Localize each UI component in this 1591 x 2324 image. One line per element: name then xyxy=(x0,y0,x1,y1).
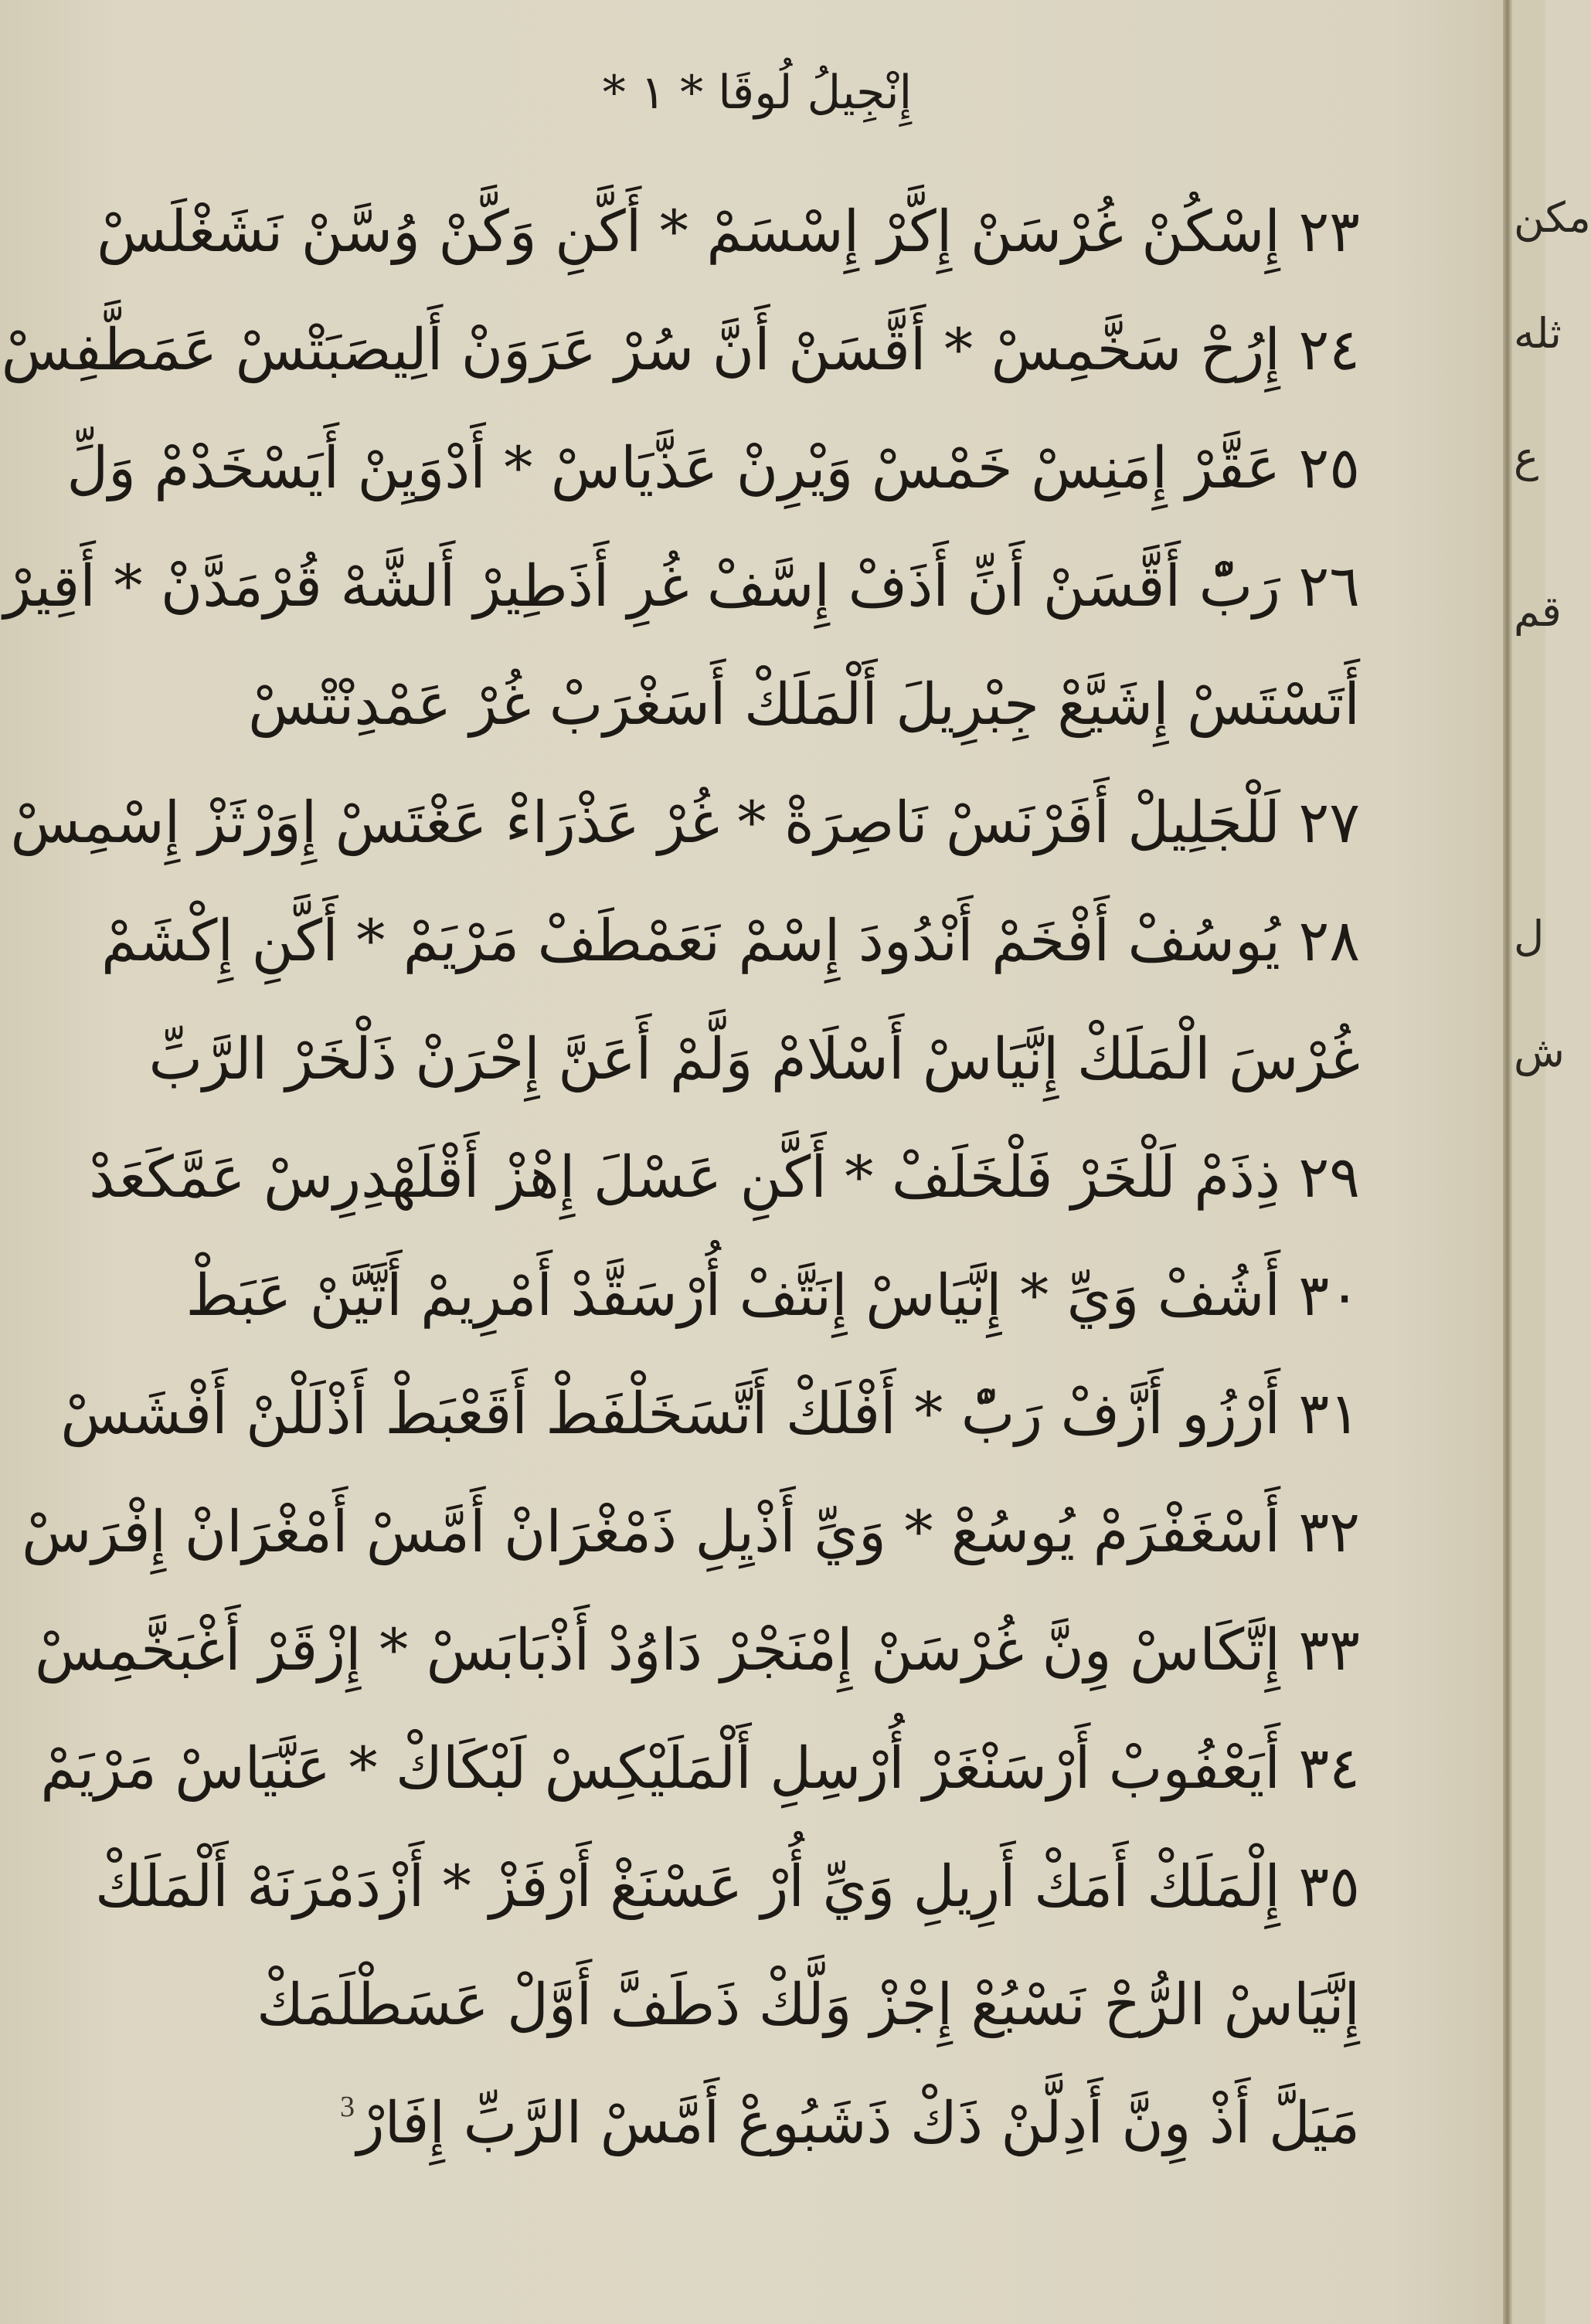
text-line-8: غُرْسَ الْمَلَكْ إِنَّيَاسْ أَسْلَامْ وَلَّمْ أَعَنَّ إِحْرَنْ ذَلْخَرْ الرَّبِّ xyxy=(148,1026,1360,1092)
text-line-12: ٣٢ أَسْغَفْرَمْ يُوسُعْ * وَيِّ أَذْيِلِ ذَمْغْرَانْ أَمَّسْ أَمْغْرَانْ إِفْرَسْ xyxy=(22,1499,1360,1565)
text-line-13: ٣٣ إِتَّكَاسْ وِنَّ غُرْسَنْ إِمْنَجْرْ دَاوُدْ أَذْبَابَسْ * إِزْقَرْ أَغْبَخَّمِسْ xyxy=(35,1617,1360,1684)
text-line-4: ٢٦ رَبّْ أَقَّسَنْ أَنِّ أَذَفْ إِسَّفْ غُرِ أَذَطِيرْ أَلشَّهْ قُرْمَدَّنْ * أَقِيرْ xyxy=(3,553,1360,620)
text-line-10: ٣٠ أَشُفْ وَيِّ * إِنَّيَاسْ إِنَتَّفْ أُرْسَقَّدْ أَمْرِيمْ أَتَّيَّنْ عَبَطْ xyxy=(185,1262,1360,1329)
facing-page-fragment-3: ع xyxy=(1514,433,1539,481)
text-line-14: ٣٤ أَيَعْفُوبْ أَرْسَنْغَرْ أُرْسِلِ أَلْمَلَيْكِسْ لَبْكَاكْ * عَنَّيَاسْ مَرْيَمْ xyxy=(40,1735,1360,1802)
facing-page-fragment-2: ثله xyxy=(1514,309,1562,358)
facing-page-edge xyxy=(1512,0,1591,2324)
facing-page-fragment-1: مكن xyxy=(1514,193,1591,242)
facing-page-fragment-5: ل xyxy=(1514,912,1545,960)
page-header: إِنْجِيلُ لُوقَا * ١ * xyxy=(602,66,913,120)
text-line-17: مَيَلَّ أَذْ وِنَّ أَدِلَّنْ ذَكْ ذَشَبُوعْ أَمَّسْ الرَّبِّ إِفَارْ xyxy=(356,2090,1360,2156)
text-line-11: ٣١ أَرْزُو أَزَّفْ رَبّْ * أَفْلَكْ أَتَّسَخَلْفَطْ أَقَعْبَطْ أَذْلَلْنْ أَفْشَسْ xyxy=(60,1381,1360,1447)
text-line-15: ٣٥ إِلْمَلَكْ أَمَكْ أَرِيلِ وَيِّ أُرْ عَسْنَغْ أَرْفَزْ * أَزْدَمْرَنَهْ أَلْمَلَكْ xyxy=(94,1853,1360,1920)
text-line-3: ٢٥ عَقَّرْ إِمَنِسْ خَمْسْ وَيْرِنْ عَذَّيَاسْ * أَدْوَيِنْ أَيَسْخَدْمْ وَلِّ xyxy=(66,435,1360,501)
text-line-1: ٢٣ إِسْكُنْ غُرْسَنْ إِكَّرْ إِسْسَمْ * أَكَّنِ وَكَّنْ وُسَّنْ نَشَغْلَسْ xyxy=(97,199,1360,265)
text-line-5: أَتَسْتَسْ إِشَيَّعْ جِبْرِيلَ أَلْمَلَكْ أَسَغْرَبْ غُرْ عَمْدِنْتْسْ xyxy=(248,671,1360,738)
page-number: 3 xyxy=(340,2091,355,2123)
text-line-16: إِنَّيَاسْ الرُّحْ نَسْبُعْ إِجْزْ وَلَّكْ ذَطَفَّ أَوَّلْ عَسَطْلَمَكْ xyxy=(257,1972,1360,2038)
text-line-9: ٢٩ ذِذَمْ لَلْخَرْ فَلْخَلَفْ * أَكَّنِ عَسْلَ إِهْزْ أَقْلَهْدِرِسْ عَمَّكَعَدْ xyxy=(89,1144,1360,1211)
facing-page-fragment-4: قم xyxy=(1514,587,1562,636)
text-line-2: ٢٤ إِرُحْ سَخَّمِسْ * أَقَّسَنْ أَنَّ سُرْ عَرَوَنْ أَلِيصَبَتْسْ عَمَطَّفِسْ xyxy=(1,317,1360,383)
text-line-7: ٢٨ يُوسُفْ أَفْخَمْ أَنْدُودَ إِسْمْ نَعَمْطَفْ مَرْيَمْ * أَكَّنِ إِكْشَمْ xyxy=(101,908,1360,974)
text-line-6: ٢٧ لَلْجَلِيلْ أَفَرْنَسْ نَاصِرَةْ * غُرْ عَذْرَاءْ عَغْتَسْ إِوَرْثَزْ إِسْمِسْ xyxy=(10,790,1360,856)
book-gutter xyxy=(1503,0,1512,2324)
facing-page-fragment-6: ش xyxy=(1514,1028,1565,1076)
